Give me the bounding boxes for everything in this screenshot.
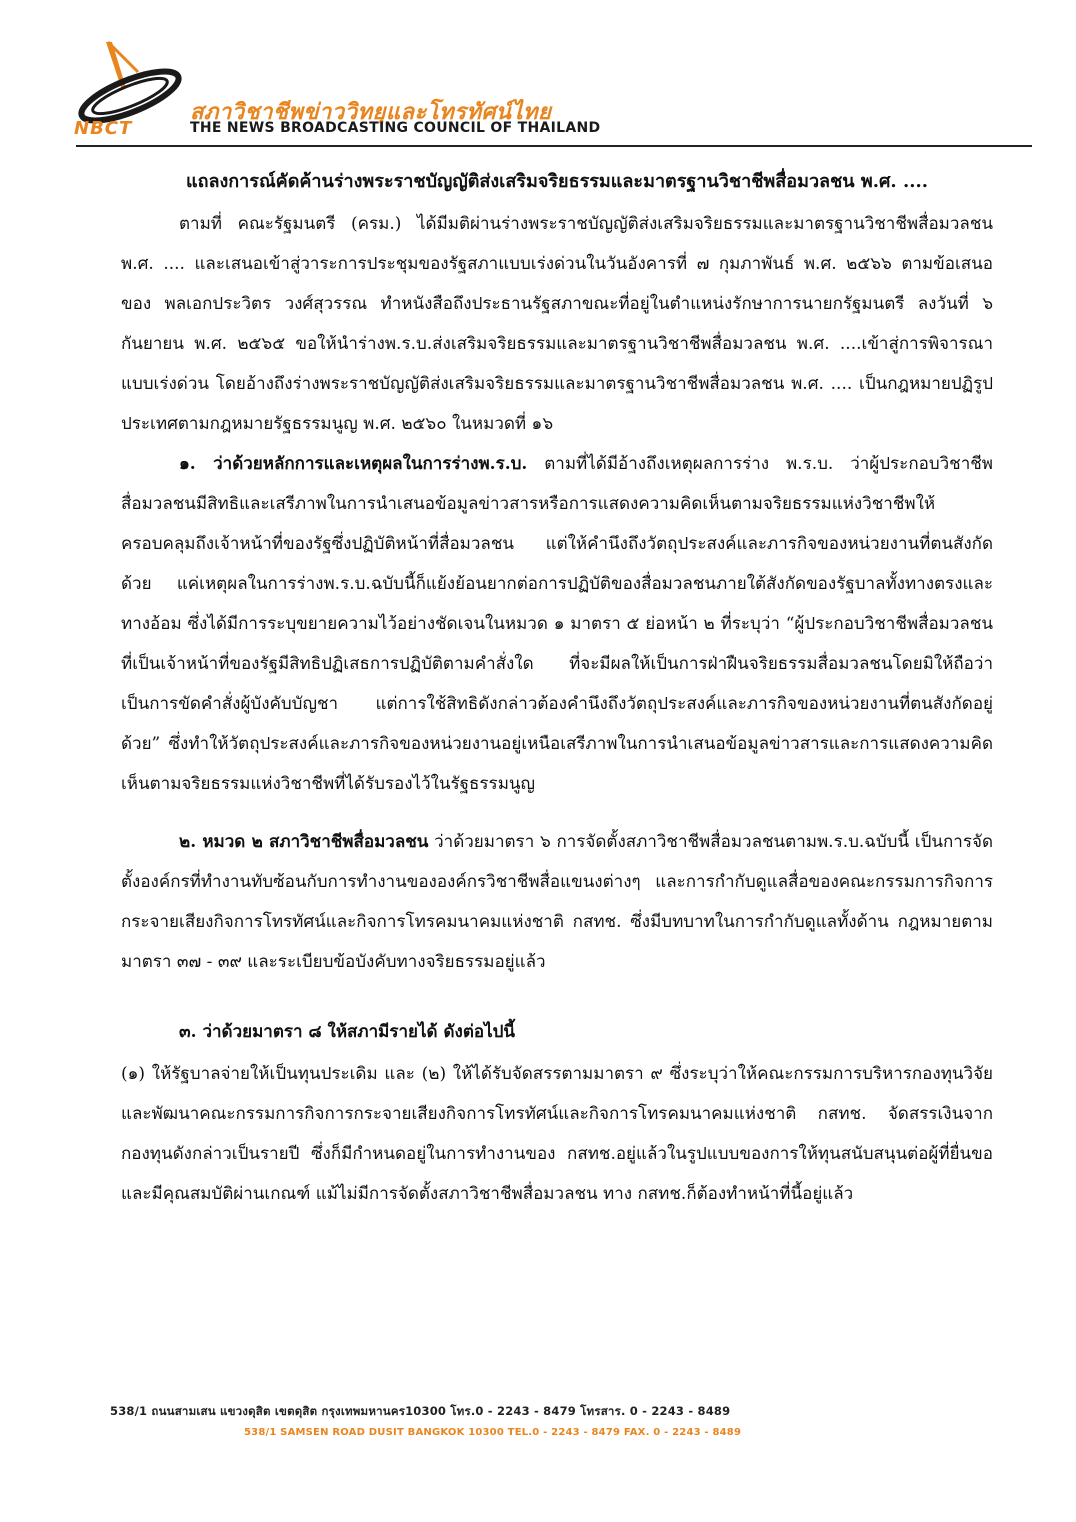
- section-3-heading: ๓. ว่าด้วยมาตรา ๘ ให้สภามีรายได้ ดังต่อไปนี้: [179, 1022, 516, 1042]
- section-1-heading: ๑. ว่าด้วยหลักการและเหตุผลในการร่างพ.ร.บ.: [179, 454, 528, 474]
- section-2-paragraph: [121, 822, 993, 982]
- footer-address-thai: 538/1 ถนนสามเสน แขวงดุสิต เขตดุสิต กรุงเทพมหานคร10300 โทร.0 - 2243 - 8479 โทรสาร. 0 - 2243 - 8489: [110, 1404, 731, 1418]
- section-1-body: ตามที่ได้มีอ้างถึงเหตุผลการร่าง พ.ร.บ. ว่าผู้ประกอบวิชาชีพสื่อมวลชนมีสิทธิและเสรีภาพในการนำเสนอข้อมูลข่าวสารหรือการแสดงความคิดเห็นตามจริยธรรมแห่งวิชาชีพให้ครอบคลุมถึงเจ้าหน้าที่ของรัฐซึ่งปฏิบัติหน้าที่สื่อมวลชน แต่ให้คำนึงถึงวัตถุประสงค์และภารกิจของหน่วยงานที่ตนสังกัดด้วย แค่เหตุผลในการร่างพ.ร.บ.ฉบับนี้ก็แย้งย้อนยากต่อการปฏิบัติของสื่อมวลชนภายใต้สังกัดของรัฐบาลทั้งทางตรงและทางอ้อม ซึ่งได้มีการระบุขยายความไว้อย่างชัดเจนในหมวด ๑ มาตรา ๕ ย่อหน้า ๒ ที่ระบุว่า “ผู้ประกอบวิชาชีพสื่อมวลชนที่เป็นเจ้าหน้าที่ของรัฐมีสิทธิปฏิเสธการปฏิบัติตามคำสั่งใด ที่จะมีผลให้เป็นการฝ่าฝืนจริยธรรมสื่อมวลชนโดยมิให้ถือว่าเป็นการขัดคำสั่งผู้บังคับบัญชา แต่การใช้สิทธิดังกล่าวต้องคำนึงถึงวัตถุประสงค์และภารกิจของหน่วยงานที่ตนสังกัดอยู่ด้วย” ซึ่งทำให้วัตถุประสงค์และภารกิจของหน่วยงานอยู่เหนือเสรีภาพในการนำเสนอข้อมูลข่าวสารและการแสดงความคิดเห็นตามจริยธรรมแห่งวิชาชีพที่ได้รับรองไว้ในรัฐธรรมนูญ: [121, 454, 993, 794]
- document-title: แถลงการณ์คัดค้านร่างพระราชบัญญัติส่งเสริมจริยธรรมและมาตรฐานวิชาชีพสื่อมวลชน พ.ศ. ....: [185, 171, 929, 192]
- intro-paragraph: ตามที่ คณะรัฐมนตรี (ครม.) ได้มีมติผ่านร่างพระราชบัญญัติส่งเสริมจริยธรรมและมาตรฐานวิชาชีพสื่อมวลชน พ.ศ. .... และเสนอเข้าสู่วาระการประชุมของรัฐสภาแบบเร่งด่วนในวันอังคารที่ ๗ กุมภาพันธ์ พ.ศ. ๒๕๖๖ ตามข้อเสนอของ พลเอกประวิตร วงศ์สุวรรณ ทำหนังสือถึงประธานรัฐสภาขณะที่อยู่ในตำแหน่งรักษาการนายกรัฐมนตรี ลงวันที่ ๖ กันยายน พ.ศ. ๒๕๖๕ ขอให้นำร่างพ.ร.บ.ส่งเสริมจริยธรรมและมาตรฐานวิชาชีพสื่อมวลชน พ.ศ. ....เข้าสู่การพิจารณาแบบเร่งด่วน โดยอ้างถึงร่างพระราชบัญญัติส่งเสริมจริยธรรมและมาตรฐานวิชาชีพสื่อมวลชน พ.ศ. .... เป็นกฎหมายปฏิรูปประเทศตามกฎหมายรัฐธรรมนูญ พ.ศ. ๒๕๖๐ ในหมวดที่ ๑๖: [121, 214, 993, 434]
- org-name-english: THE NEWS BROADCASTING COUNCIL OF THAILAND: [190, 120, 601, 136]
- org-abbreviation: NBCT: [74, 118, 133, 139]
- spacer: [121, 982, 993, 1010]
- section-1-paragraph: [121, 444, 993, 804]
- org-name-thai: สภาวิชาชีพข่าววิทยุและโทรทัศน์ไทย: [190, 100, 552, 125]
- document-body: [121, 160, 993, 1214]
- footer-address-english: 538/1 SAMSEN ROAD DUSIT BANGKOK 10300 TEL.0 - 2243 - 8479 FAX. 0 - 2243 - 8489: [244, 1427, 742, 1438]
- section-2-body: ว่าด้วยมาตรา ๖ การจัดตั้งสภาวิชาชีพสื่อมวลชนตามพ.ร.บ.ฉบับนี้ เป็นการจัดตั้งองค์กรที่ทำงานทับซ้อนกับการทำงานขององค์กรวิชาชีพสื่อแขนงต่างๆ และการกำกับดูแลสื่อของคณะกรรมการกิจการกระจายเสียงกิจการโทรทัศน์และกิจการโทรคมนาคมแห่งชาติ กสทช. ซึ่งมีบทบาทในการกำกับดูแลทั้งด้าน กฎหมายตามมาตรา ๓๗ - ๓๙ และระเบียบข้อบังคับทางจริยธรรมอยู่แล้ว: [121, 832, 993, 972]
- section-2-heading: ๒. หมวด ๒ สภาวิชาชีพสื่อมวลชน: [179, 832, 429, 852]
- letterhead: [72, 36, 1032, 148]
- section-3-body: (๑) ให้รัฐบาลจ่ายให้เป็นทุนประเดิม และ (๒) ให้ได้รับจัดสรรตามมาตรา ๙ ซึ่งระบุว่าให้คณะกรรมการบริหารกองทุนวิจัยและพัฒนาคณะกรรมการกิจการกระจายเสียงกิจการโทรทัศน์และกิจการโทรคมนาคมแห่งชาติ กสทช. จัดสรรเงินจากกองทุนดังกล่าวเป็นรายปี ซึ่งก็มีกำหนดอยู่ในการทำงานของ กสทช.อยู่แล้วในรูปแบบของการให้ทุนสนับสนุนต่อผู้ที่ยื่นขอและมีคุณสมบัติผ่านเกณฑ์ แม้ไม่มีการจัดตั้งสภาวิชาชีพสื่อมวลชน ทาง กสทช.ก็ต้องทำหน้าที่นี้อยู่แล้ว: [121, 1064, 993, 1204]
- header-divider: [76, 145, 1032, 147]
- spacer: [121, 804, 993, 822]
- footer: [110, 1403, 930, 1438]
